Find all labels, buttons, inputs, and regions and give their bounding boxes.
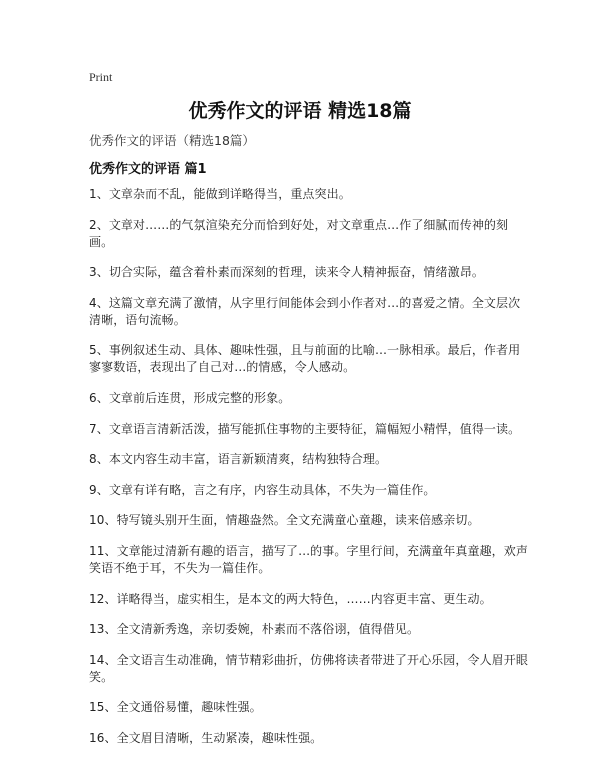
list-item: 11、文章能过清新有趣的语言，描写了…的事。字里行间，充满童年真童趣，欢声笑语不绝于耳，不失为一篇佳作。 xyxy=(89,543,528,575)
document-subtitle: 优秀作文的评语（精选18篇） xyxy=(89,133,255,148)
list-item: 9、文章有详有略，言之有序，内容生动具体，不失为一篇佳作。 xyxy=(89,482,436,497)
list-item: 1、文章杂而不乱，能做到详略得当，重点突出。 xyxy=(89,187,351,201)
list-item: 13、全文清新秀逸，亲切委婉，朴素而不落俗诩，值得借见。 xyxy=(89,622,420,637)
list-item: 15、全文通俗易懂，趣味性强。 xyxy=(89,700,262,715)
list-item: 8、本文内容生动丰富，语言新颖清爽，结构独特合理。 xyxy=(89,452,388,467)
list-item: 7、文章语言清新活泼，描写能抓住事物的主要特征，篇幅短小精悍，值得一读。 xyxy=(89,421,521,436)
list-item: 5、事例叙述生动、具体、趣味性强，且与前面的比喻…一脉相承。最后，作者用寥寥数语，表现出了自己对…的情感，令人感动。 xyxy=(89,343,521,375)
list-item: 4、这篇文章充满了激情，从字里行间能体会到小作者对…的喜爱之情。全文层次清晰，语句流畅。 xyxy=(89,295,521,327)
comment-list xyxy=(89,186,529,761)
list-item: 12、详略得当，虚实相生，是本文的两大特色，……内容更丰富、更生动。 xyxy=(89,591,492,606)
section-heading: 优秀作文的评语 篇1 xyxy=(89,162,207,177)
list-item: 2、文章对……的气氛渲染充分而恰到好处，对文章重点…作了细腻而传神的刻画。 xyxy=(89,217,509,249)
list-item: 14、全文语言生动准确，情节精彩曲折，仿佛将读者带进了开心乐园，令人眉开眼笑。 xyxy=(89,652,528,684)
list-item: 3、切合实际，蕴含着朴素而深刻的哲理，读来令人精神振奋，情绪激昂。 xyxy=(89,265,484,280)
list-item: 16、全文眉目清晰，生动紧凑，趣味性强。 xyxy=(89,730,323,745)
print-link[interactable]: Print xyxy=(89,70,113,84)
list-item: 10、特写镜头别开生面，情趣盎然。全文充满童心童趣，读来倍感亲切。 xyxy=(89,513,480,528)
list-item: 6、文章前后连贯，形成完整的形象。 xyxy=(89,390,291,405)
page-title: 优秀作文的评语 精选18篇 xyxy=(188,100,412,122)
